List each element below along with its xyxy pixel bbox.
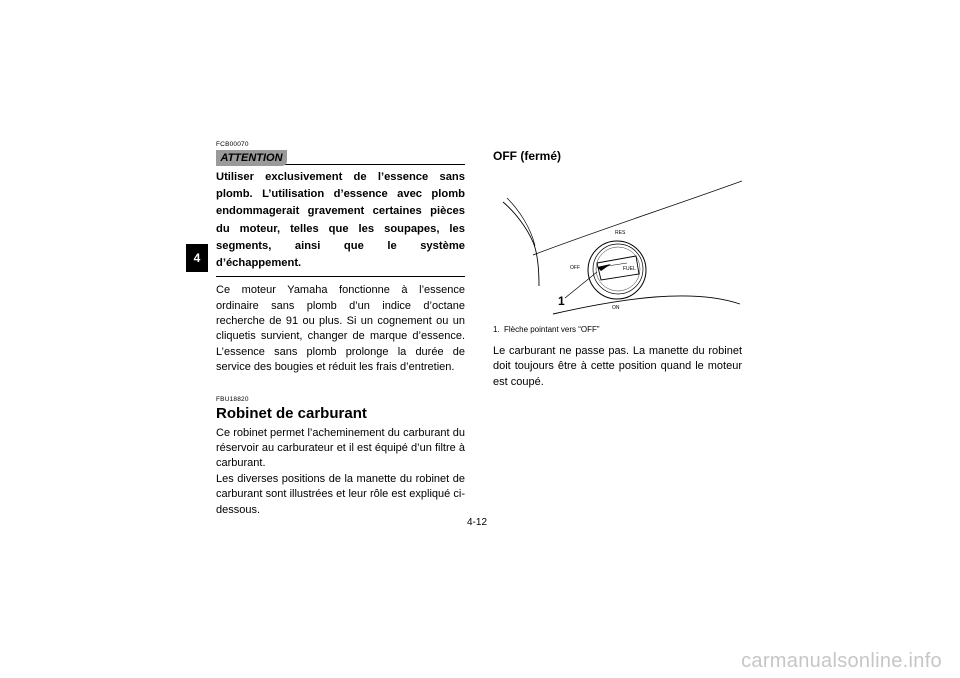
- attention-header: [216, 150, 465, 166]
- fuel-cock-paragraph: Ce robinet permet l’acheminement du carburant du réservoir au carburateur et il est équipé d’un filtre à carburant.: [216, 426, 465, 470]
- left-column: [216, 141, 465, 518]
- caption-number: 1.: [493, 325, 500, 334]
- caption-text: Flèche pointant vers “OFF”: [504, 325, 600, 334]
- tank-top-line: [533, 181, 742, 255]
- chapter-tab: 4: [186, 244, 208, 272]
- attention-badge: ATTENTION: [216, 150, 287, 166]
- fuel-paragraph: Ce moteur Yamaha fonctionne à l’essence ordinaire sans plomb d’un indice d’octane recherche de 91 ou plus. Si un cognement ou un cliquetis survient, changer de marque d’essence. L’essence sans plomb prolonge la durée de service des bougies et réduit les frais d’entretien.: [216, 284, 465, 374]
- fuel-cock-illustration: [493, 176, 742, 316]
- section-code: FBU18820: [216, 395, 249, 403]
- right-column: [493, 149, 742, 390]
- tank-bottom-line: [553, 296, 740, 314]
- off-paragraph: Le carburant ne passe pas. La manette du robinet doit toujours être à cette position quand le moteur est coupé.: [493, 345, 742, 388]
- off-label: OFF: [570, 265, 580, 271]
- callout-number: 1: [558, 294, 565, 308]
- on-label: ON: [612, 305, 620, 311]
- positions-paragraph: Les diverses positions de la manette du robinet de carburant sont illustrées et leur rôle est expliqué ci-dessous.: [216, 472, 465, 516]
- figure-caption: [493, 325, 742, 335]
- watermark: carmanualsonline.info: [741, 650, 942, 672]
- section-title: Robinet de carburant: [216, 404, 367, 422]
- fuel-label: FUEL: [623, 266, 636, 272]
- res-label: RES: [615, 230, 626, 236]
- page-number: 4-12: [467, 517, 488, 528]
- caution-code: FCB00070: [216, 141, 249, 148]
- caution-text: Utiliser exclusivement de l’essence sans plomb. L’utilisation d’essence avec plomb endommagerait gravement certaines pièces du moteur, telles que les soupapes, les segments, ainsi que le système d’échappement.: [216, 169, 465, 277]
- off-heading: OFF (fermé): [493, 149, 562, 163]
